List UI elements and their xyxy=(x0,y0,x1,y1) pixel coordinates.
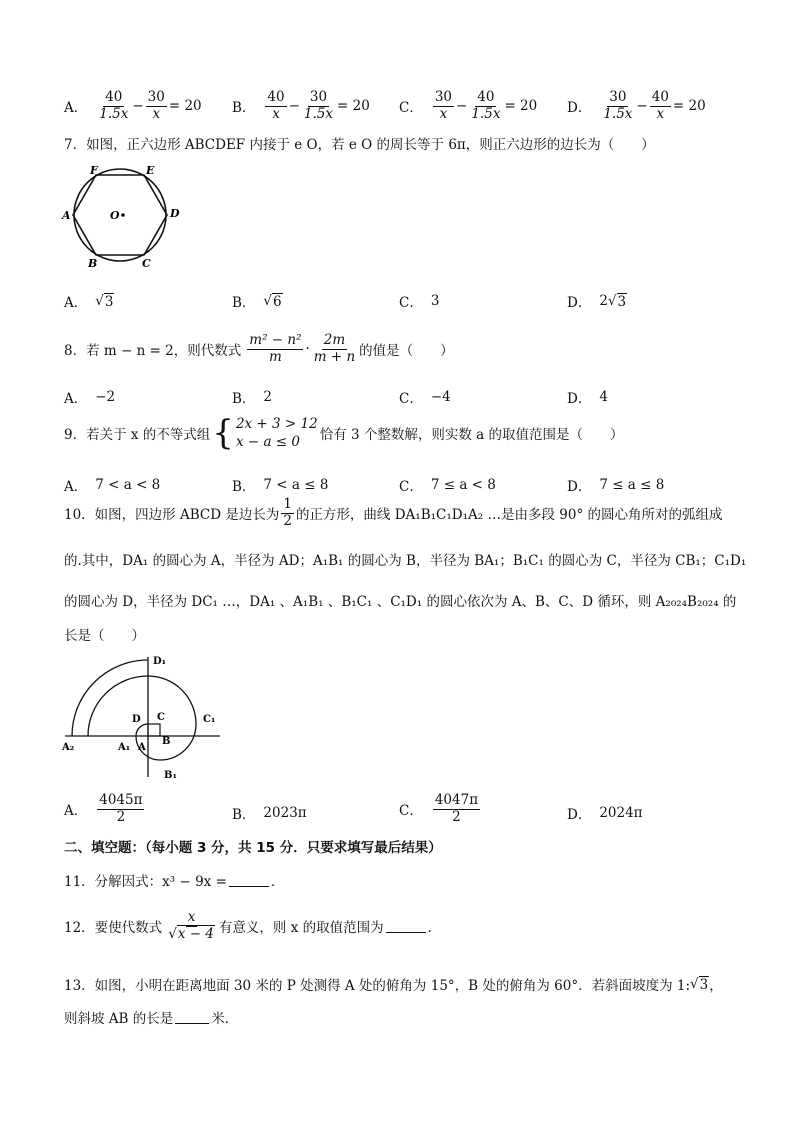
answer-blank[interactable] xyxy=(175,1011,209,1024)
center-point xyxy=(121,213,125,217)
svg-text:A: A xyxy=(138,742,146,753)
q7-question: 7．如图，正六边形 ABCDEF 内接于 e O，若 e O 的周长等于 6π，则正六边形的边长为（ ） xyxy=(64,137,655,153)
q7-option-a: A． √ 3 xyxy=(64,293,114,311)
q9-option-b: B． 7 < a ≤ 8 xyxy=(232,477,329,495)
q7-option-b: B． √ 6 xyxy=(232,293,282,311)
svg-text:B: B xyxy=(162,736,171,747)
q10-question-line1: 10．如图，四边形 ABCD 是边长为 $\frac{1}{2}$ 的正方形，曲线 DA₁B₁C₁D₁A₂ …是由多段 90° 的圆心角所对的弧组成 xyxy=(64,496,723,529)
q12-question: 12．要使代数式 $\frac{x}{√x - 4}$ 有意义，则 x 的取值范围为 ． xyxy=(64,909,442,942)
q11-question: 11．分解因式：x³ − 9x = ． xyxy=(64,874,285,890)
q6-option-d: D． $\frac{30}{1.5x}$ − $\frac{40}{x}$ = 20 xyxy=(567,89,706,122)
inequality-system: { 2x + 3 > 12 x − a ≤ 0 xyxy=(212,413,318,454)
svg-text:B₁: B₁ xyxy=(164,770,177,781)
section-fill-blank-title: 二、填空题：（每小题 3 分，共 15 分．只要求填写最后结果） xyxy=(64,840,442,856)
label-b: B xyxy=(88,257,98,270)
fraction: $\frac{30}{x}$ xyxy=(147,89,165,122)
q7-option-d: D． 2 √ 3 xyxy=(567,293,627,311)
q10-option-a: A． $\frac{4045\pi}{2}$ xyxy=(64,792,143,825)
svg-text:A₁: A₁ xyxy=(118,742,131,753)
q10-option-c: C． $\frac{4047\pi}{2}$ xyxy=(399,792,479,825)
q10-spiral-figure xyxy=(60,652,230,787)
svg-text:C₁: C₁ xyxy=(203,714,216,725)
q13-question-line1: 13．如图，小明在距离地面 30 米的 P 处测得 A 处的俯角为 15°，B 处的俯角为 60°．若斜面坡度为 1: √ 3 ， xyxy=(64,976,723,994)
label-o: O xyxy=(110,209,120,222)
q13-question-line2: 则斜坡 AB 的长是 米． xyxy=(64,1011,239,1027)
fraction: $\frac{40}{1.5x}$ xyxy=(99,89,129,122)
svg-text:D₁: D₁ xyxy=(153,656,167,667)
label-d: D xyxy=(170,207,180,220)
label-c: C xyxy=(142,257,151,270)
label-f: F xyxy=(90,164,98,177)
q7-option-c: C． 3 xyxy=(399,293,440,311)
q6-option-c: C． $\frac{30}{x}$ − $\frac{40}{1.5x}$ = 20 xyxy=(399,89,538,122)
q8-question: 8．若 m − n = 2，则代数式 $\frac{\text{m² − n²}}{m}$ · $\frac{2m}{m + n}$ 的值是（ ） xyxy=(64,332,454,365)
q10-question-line3: 的圆心为 D，半径为 DC₁ …，DA₁ 、A₁B₁ 、B₁C₁ 、C₁D₁ 的圆心依次为 A、B、C、D 循环，则 A₂₀₂₄B₂₀₂₄ 的 xyxy=(64,594,737,610)
q10-question-line4: 长是（ ） xyxy=(64,628,145,644)
answer-blank[interactable] xyxy=(386,920,426,933)
q8-option-c: C． −4 xyxy=(399,389,451,407)
label-e: E xyxy=(146,164,155,177)
q9-option-d: D． 7 ≤ a ≤ 8 xyxy=(567,477,665,495)
svg-text:C: C xyxy=(157,712,165,723)
circle-o xyxy=(74,169,166,261)
q9-question: 9．若关于 x 的不等式组 { 2x + 3 > 12 x − a ≤ 0 恰有 3 个整数解，则实数 a 的取值范围是（ ） xyxy=(64,413,624,454)
q10-option-b: B． 2023π xyxy=(232,805,307,823)
q7-hexagon-figure xyxy=(60,162,190,272)
q8-option-b: B． 2 xyxy=(232,389,273,407)
q6-option-b: B． $\frac{40}{x}$ − $\frac{30}{1.5x}$ = 20 xyxy=(232,89,370,122)
svg-text:D: D xyxy=(132,714,141,725)
q8-option-d: D． 4 xyxy=(567,389,608,407)
svg-text:A₂: A₂ xyxy=(62,742,75,753)
q10-question-line2: 的.其中，DA₁ 的圆心为 A，半径为 AD；A₁B₁ 的圆心为 B，半径为 BA₁；B₁C₁ 的圆心为 C，半径为 CB₁；C₁D₁ xyxy=(64,553,747,569)
hexagon xyxy=(73,175,167,255)
q6-option-a: A． $\frac{40}{1.5x}$ − $\frac{30}{x}$ = 20 xyxy=(64,89,202,122)
q9-option-a: A． 7 < a < 8 xyxy=(64,477,161,495)
label-a: A xyxy=(62,209,71,222)
q9-option-c: C． 7 ≤ a < 8 xyxy=(399,477,496,495)
q10-option-d: D． 2024π xyxy=(567,805,643,823)
answer-blank[interactable] xyxy=(229,874,269,887)
q8-option-a: A． −2 xyxy=(64,389,116,407)
